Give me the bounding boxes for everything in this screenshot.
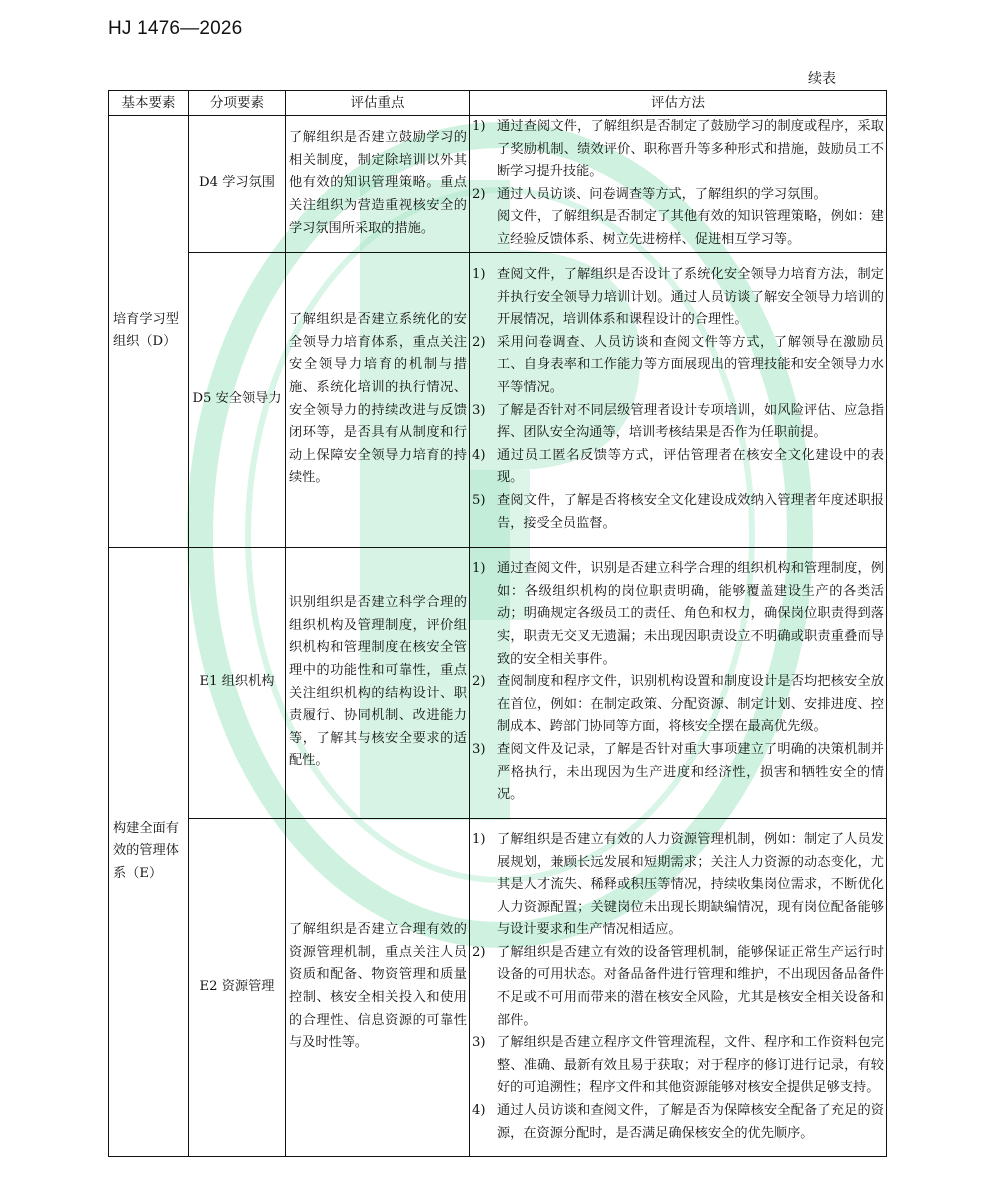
column-header: 基本要素 (109, 91, 189, 116)
evaluation-focus: 了解组织是否建立合理有效的资源管理机制，重点关注人员资质和配备、物资管理和质量控制、核安全相关投入和使用的合理性、信息资源的可靠性与及时性等。 (286, 818, 470, 1156)
method-item: 2) 了解组织是否建立有效的设备管理机制，能够保证正常生产运行时设备的可用状态。对备品备件进行管理和维护，不出现因备品备件不足或不可用而带来的潜在核安全风险，尤其是核安全相关设备和部件。 (472, 944, 884, 1028)
method-item: 5) 查阅文件，了解是否将核安全文化建设成效纳入管理者年度述职报告，接受全员监督。 (472, 492, 884, 531)
method-item: 阅文件，了解组织是否制定了其他有效的知识管理策略，例如：建立经验反馈体系、树立先进榜样、促进相互学习等。 (497, 209, 884, 247)
sub-element: E1 组织机构 (189, 547, 286, 818)
evaluation-focus: 识别组织是否建立科学合理的组织机构及管理制度，评价组织机构和管理制度在核安全管理中的功能性和可靠性，重点关注组织机构的结构设计、职责履行、协同机制、改进能力等，了解其与核安全要求的适配性。 (286, 547, 470, 818)
table-row (109, 818, 887, 1156)
evaluation-methods (470, 818, 887, 1156)
sub-element: D4 学习氛围 (189, 116, 286, 253)
column-header: 评估重点 (286, 91, 470, 116)
method-item: 3) 了解组织是否建立程序文件管理流程，文件、程序和工作资料包完整、准确、最新有效且易于获取；对于程序的修订进行记录，有较好的可追溯性；程序文件和其他资源能够对核安全提供足够支持。 (472, 1035, 884, 1096)
table-row (109, 252, 887, 547)
basic-element-e: 构建全面有效的管理体系（E） (109, 547, 189, 1156)
continued-label: 续表 (808, 71, 836, 87)
evaluation-methods (470, 252, 887, 547)
evaluation-focus: 了解组织是否建立鼓励学习的相关制度，制定除培训以外其他有效的知识管理策略。重点关注组织为营造重视核安全的学习氛围所采取的措施。 (286, 116, 470, 253)
table-row (109, 116, 887, 253)
evaluation-methods (470, 116, 887, 253)
method-item: 2) 通过人员访谈、问卷调查等方式，了解组织的学习氛围。 (472, 186, 827, 202)
method-item: 1) 通过查阅文件，识别是否建立科学合理的组织机构和管理制度，例如：各级组织机构的岗位职责明确，能够覆盖建设生产的各类活动；明确规定各级员工的责任、角色和权力，确保岗位职责得到落实，职责无交叉无遗漏；未出现因职责设立不明确或职责重叠而导致的安全相关事件。 (472, 561, 884, 667)
method-item: 3) 查阅文件及记录，了解是否针对重大事项建立了明确的决策机制并严格执行，未出现因为生产进度和经济性，损害和牺牲安全的情况。 (472, 742, 884, 803)
method-item: 2) 采用问卷调查、人员访谈和查阅文件等方式，了解领导在激励员工、自身表率和工作能力等方面展现出的管理技能和安全领导力水平等情况。 (472, 334, 884, 395)
method-item: 4) 通过员工匿名反馈等方式，评估管理者在核安全文化建设中的表现。 (472, 447, 884, 486)
method-item: 1) 了解组织是否建立有效的人力资源管理机制，例如：制定了人员发展规划，兼顾长远发展和短期需求；关注人力资源的动态变化，尤其是人才流失、稀释或积压等情况，持续收集岗位需求，不断优化人力资源配置；关键岗位未出现长期缺编情况，现有岗位配备能够与设计要求和生产情况相适应。 (472, 831, 884, 938)
evaluation-table (108, 90, 887, 1157)
method-item: 3) 了解是否针对不同层级管理者设计专项培训，如风险评估、应急指挥、团队安全沟通等，培训考核结果是否作为任职前提。 (472, 402, 884, 441)
table-header-row (109, 91, 887, 116)
column-header: 分项要素 (189, 91, 286, 116)
sub-element: D5 安全领导力 (189, 252, 286, 547)
basic-element-d: 培育学习型组织（D） (109, 116, 189, 548)
standard-code: HJ 1476—2026 (108, 18, 243, 39)
table-row (109, 547, 887, 818)
method-item: 1) 查阅文件，了解组织是否设计了系统化安全领导力培育方法，制定并执行安全领导力培训计划。通过人员访谈了解安全领导力培训的开展情况，培训体系和课程设计的合理性。 (472, 267, 884, 328)
evaluation-methods (470, 547, 887, 818)
sub-element: E2 资源管理 (189, 818, 286, 1156)
method-item: 4) 通过人员访谈和查阅文件，了解是否为保障核安全配备了充足的资源，在资源分配时，是否满足确保核安全的优先顺序。 (472, 1103, 884, 1141)
evaluation-focus: 了解组织是否建立系统化的安全领导力培育体系，重点关注安全领导力培育的机制与措施、系统化培训的执行情况、安全领导力的持续改进与反馈闭环等，是否具有从制度和行动上保障安全领导力培育的持续性。 (286, 252, 470, 547)
method-item: 1) 通过查阅文件，了解组织是否制定了鼓励学习的制度或程序，采取了奖励机制、绩效评价、职称晋升等多种形式和措施，鼓励员工不断学习提升技能。 (472, 119, 884, 180)
method-item: 2) 查阅制度和程序文件，识别机构设置和制度设计是否均把核安全放在首位，例如：在制定政策、分配资源、制定计划、安排进度、控制成本、跨部门协同等方面，将核安全摆在最高优先级。 (472, 674, 884, 735)
column-header: 评估方法 (470, 91, 887, 116)
